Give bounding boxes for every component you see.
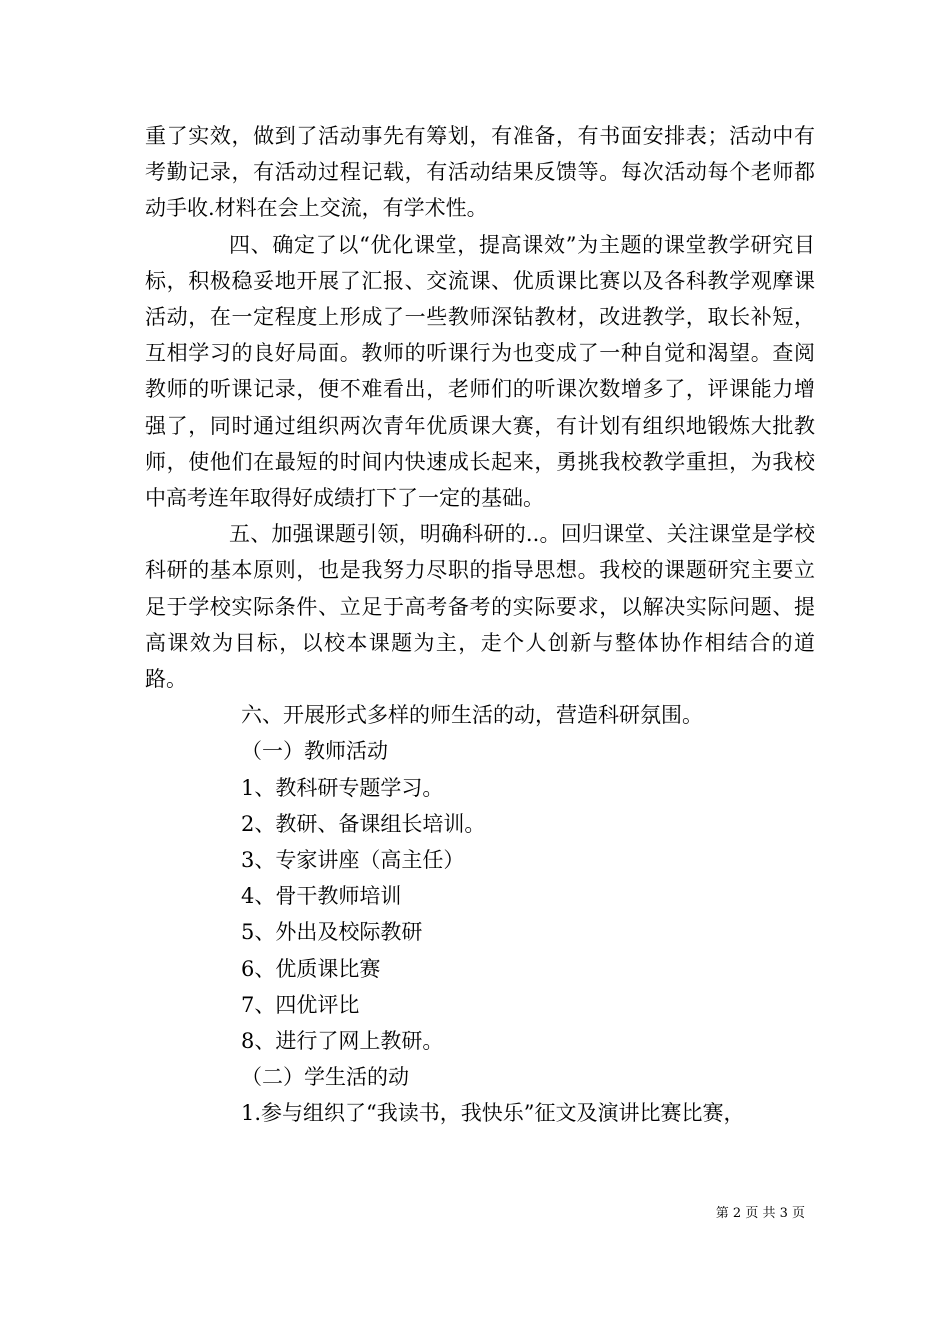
paragraph-section-five: 五、加强课题引领，明确科研的..。回归课堂、关注课堂是学校科研的基本原则，也是我努力尽职的指导思想。我校的课题研究主要立足于学校实际条件、立足于高考备考的实际要求，以解决实际问题、提高课效为目标，以校本课题为主，走个人创新与整体协作相结合的道路。 [145, 522, 815, 692]
list-item: 2、教研、备课组长培训。 [241, 811, 486, 836]
list-item: 8、进行了网上教研。 [241, 1029, 444, 1054]
list-item: 1.参与组织了“我读书，我快乐”征文及演讲比赛比赛， [241, 1101, 745, 1126]
list-item: 6、优质课比赛 [241, 956, 381, 981]
page-number-footer: 第 2 页 共 3 页 [715, 1206, 805, 1221]
list-item: 7、四优评比 [241, 992, 360, 1017]
document-body [145, 118, 815, 1132]
paragraph-section-four: 四、确定了以“优化课堂，提高课效”为主题的课堂教学研究目标，积极稳妥地开展了汇报、交流课、优质课比赛以及各科教学观摩课活动，在一定程度上形成了一些教师深钻教材，改进教学，取长补短，互相学习的良好局面。教师的听课行为也变成了一种自觉和渴望。查阅教师的听课记录，便不难看出，老师们的听课次数增多了，评课能力增强了，同时通过组织两次青年优质课大赛，有计划有组织地锻炼大批教师，使他们在最短的时间内快速成长起来，勇挑我校教学重担，为我校中高考连年取得好成绩打下了一定的基础。 [145, 232, 815, 511]
list-item: 4、骨干教师培训 [241, 884, 402, 909]
list-item: 3、专家讲座（高主任） [241, 848, 465, 873]
section-six-heading: 六、开展形式多样的师生活的动，营造科研氛围。 [241, 703, 703, 728]
teacher-activities-heading: （一）教师活动 [241, 739, 388, 764]
student-activities-heading: （二）学生活的动 [241, 1065, 409, 1090]
list-item: 1、教科研专题学习。 [241, 775, 444, 800]
paragraph-continuation: 重了实效，做到了活动事先有筹划，有准备，有书面安排表；活动中有考勤记录，有活动过程记载，有活动结果反馈等。每次活动每个老师都动手收.材料在会上交流，有学术性。 [145, 124, 815, 221]
list-item: 5、外出及校际教研 [241, 920, 423, 945]
